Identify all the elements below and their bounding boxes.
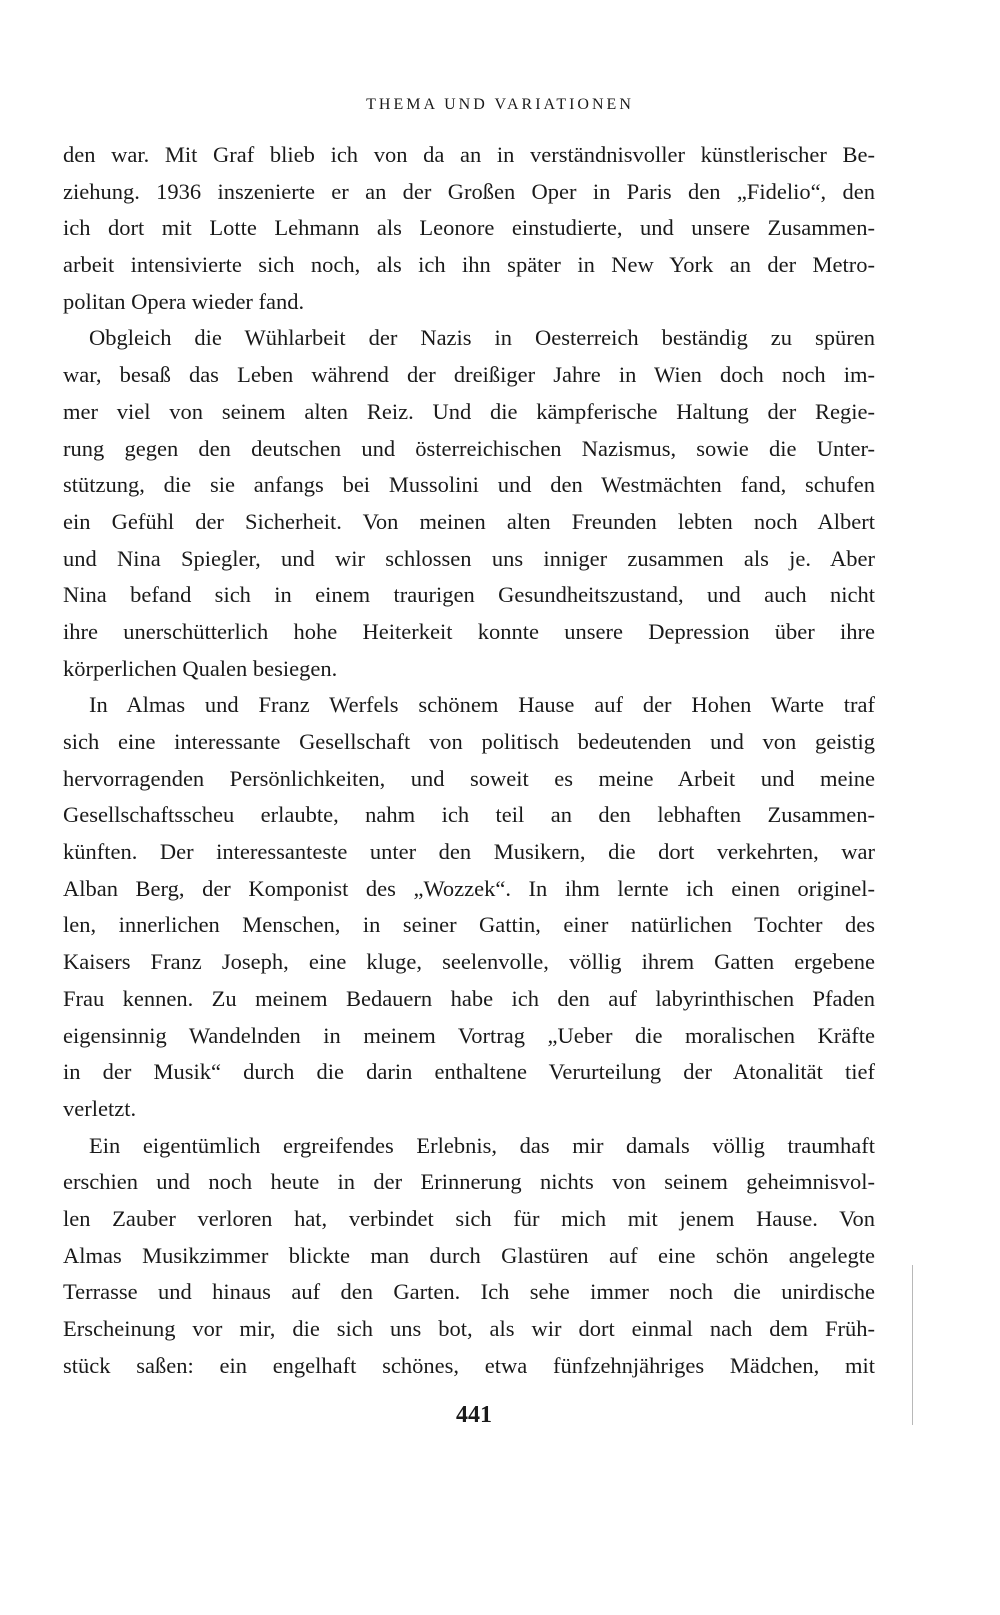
text-line: Gesellschaftsscheu erlaubte, nahm ich teil an den lebhaften Zusammen- — [63, 802, 875, 828]
text-line: erschien und noch heute in der Erinnerung nichts von seinem geheimnisvol- — [63, 1169, 875, 1195]
text-line: körperlichen Qualen besiegen. — [63, 655, 338, 681]
text-line: mer viel von seinem alten Reiz. Und die kämpferische Haltung der Regie- — [63, 398, 875, 424]
text-line: ihre unerschütterlich hohe Heiterkeit konnte unsere Depression über ihre — [63, 618, 875, 644]
text-line: stück saßen: ein engelhaft schönes, etwa fünfzehnjähriges Mädchen, mit — [63, 1352, 875, 1378]
text-line: stützung, die sie anfangs bei Mussolini und den Westmächten fand, schufen — [63, 472, 875, 498]
text-line: war, besaß das Leben während der dreißiger Jahre in Wien doch noch im- — [63, 362, 875, 388]
text-line: politan Opera wieder fand. — [63, 288, 305, 314]
text-line: ich dort mit Lotte Lehmann als Leonore einstudierte, und unsere Zusammen- — [63, 215, 875, 241]
text-line: Kaisers Franz Joseph, eine kluge, seelenvolle, völlig ihrem Gatten ergebene — [63, 949, 875, 975]
running-head: THEMA UND VARIATIONEN — [366, 96, 634, 113]
text-line: len, innerlichen Menschen, in seiner Gattin, einer natürlichen Tochter des — [63, 912, 875, 938]
text-line: arbeit intensivierte sich noch, als ich ihn später in New York an der Metro- — [63, 252, 875, 278]
text-line: den war. Mit Graf blieb ich von da an in verständnisvoller künstlerischer Be- — [63, 142, 875, 167]
body-text — [63, 137, 875, 1384]
text-line: len Zauber verloren hat, verbindet sich für mich mit jenem Hause. Von — [63, 1205, 875, 1231]
text-line: Almas Musikzimmer blickte man durch Glastüren auf eine schön angelegte — [63, 1242, 875, 1268]
text-line: In Almas und Franz Werfels schönem Hause auf der Hohen Warte traf — [89, 692, 875, 718]
text-line: Nina befand sich in einem traurigen Gesundheitszustand, und auch nicht — [63, 582, 875, 608]
text-line: ziehung. 1936 inszenierte er an der Großen Oper in Paris den „Fidelio“, den — [63, 178, 875, 204]
text-line: und Nina Spiegler, und wir schlossen uns inniger zusammen als je. Aber — [63, 545, 875, 571]
text-line: verletzt. — [63, 1095, 137, 1121]
text-line: künften. Der interessanteste unter den Musikern, die dort verkehrten, war — [63, 839, 875, 865]
text-line: in der Musik“ durch die darin enthaltene Verurteilung der Atonalität tief — [63, 1059, 875, 1085]
text-line: Obgleich die Wühlarbeit der Nazis in Oesterreich beständig zu spüren — [89, 325, 875, 351]
text-line: Alban Berg, der Komponist des „Wozzek“. In ihm lernte ich einen originel- — [63, 875, 875, 901]
scan-edge-mark — [912, 1265, 913, 1425]
text-line: ein Gefühl der Sicherheit. Von meinen alten Freunden lebten noch Albert — [63, 508, 875, 534]
text-line: eigensinnig Wandelnden in meinem Vortrag „Ueber die moralischen Kräfte — [63, 1022, 875, 1048]
text-line: sich eine interessante Gesellschaft von politisch bedeutenden und von geistig — [63, 729, 875, 754]
text-line: rung gegen den deutschen und österreichischen Nazismus, sowie die Unter- — [63, 435, 875, 461]
text-line: Terrasse und hinaus auf den Garten. Ich sehe immer noch die unirdische — [63, 1279, 875, 1305]
text-line: hervorragenden Persönlichkeiten, und soweit es meine Arbeit und meine — [63, 765, 875, 791]
text-line: Erscheinung vor mir, die sich uns bot, als wir dort einmal nach dem Früh- — [63, 1316, 875, 1341]
text-line: Ein eigentümlich ergreifendes Erlebnis, das mir damals völlig traumhaft — [89, 1132, 875, 1158]
text-line: Frau kennen. Zu meinem Bedauern habe ich den auf labyrinthischen Pfaden — [63, 985, 875, 1011]
page-number: 441 — [456, 1402, 492, 1428]
